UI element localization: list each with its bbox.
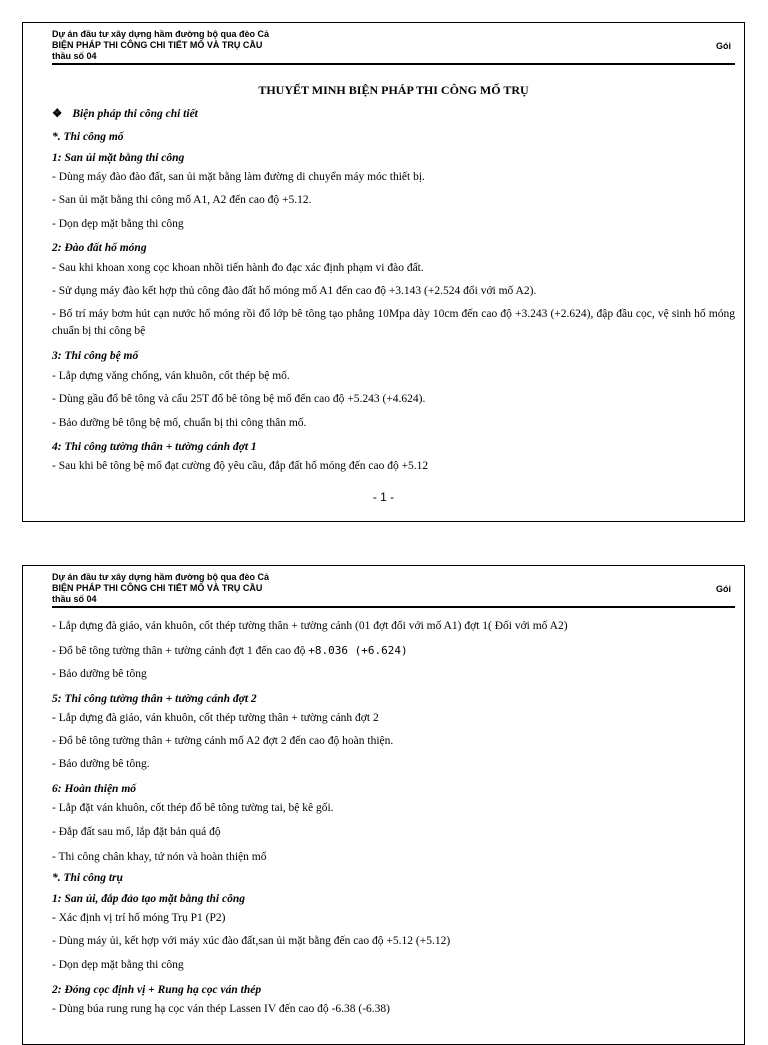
- heading-6: 6: Hoàn thiện mố: [52, 783, 137, 795]
- paragraph: - Dọn dẹp mặt bằng thi công: [52, 959, 184, 971]
- paragraph: - Xác định vị trí hố móng Trụ P1 (P2): [52, 912, 226, 924]
- header-title: BIỆN PHÁP THI CÔNG CHI TIẾT MỐ VÀ TRỤ CẦU: [52, 40, 263, 50]
- heading-2: 2: Đào đất hố móng: [52, 242, 147, 254]
- paragraph: - Bảo dưỡng bê tông: [52, 668, 147, 680]
- section-heading-mo: *. Thi công mố: [52, 131, 124, 143]
- paragraph: - Bảo dưỡng bê tông bệ mố, chuẩn bị thi công thân mố.: [52, 417, 307, 429]
- page-header: [52, 572, 735, 608]
- paragraph: - Dùng máy ủi, kết hợp với máy xúc đào đất,san ủi mặt bằng đến cao độ +5.12 (+5.12): [52, 935, 451, 947]
- elevation-value: +8.036 (+6.624): [308, 644, 408, 657]
- paragraph: - Đổ bê tông tường thân + tường cánh mố A2 đợt 2 đến cao độ hoàn thiện.: [52, 735, 394, 747]
- heading-3: 3: Thi công bệ mố: [52, 350, 139, 362]
- header-package: thầu số 04: [52, 594, 97, 604]
- section-heading-tru: *. Thi công trụ: [52, 872, 123, 884]
- heading-tru-1: 1: San ủi, đắp đảo tạo mặt bằng thi công: [52, 893, 245, 905]
- diamond-bullet-icon: ❖: [52, 108, 63, 120]
- paragraph: - Sau khi bê tông bệ mố đạt cường độ yêu cầu, đắp đất hố móng đến cao độ +5.12: [52, 460, 429, 472]
- paragraph: - Lắp dựng đà giáo, ván khuôn, cốt thép tường thân + tường cánh (01 đợt đối với mố A1) đợt 1( Đối với mố A2): [52, 620, 568, 632]
- paragraph: - San ủi mặt bằng thi công mố A1, A2 đến cao độ +5.12.: [52, 194, 312, 206]
- paragraph: - Dọn dẹp mặt bằng thi công: [52, 218, 184, 230]
- subtitle: [52, 106, 735, 123]
- heading-tru-2: 2: Đóng cọc định vị + Rung hạ cọc ván thép: [52, 984, 262, 996]
- page-number: - 1 -: [372, 490, 395, 504]
- paragraph: - Dùng búa rung rung hạ cọc ván thép Lassen IV đến cao độ -6.38 (-6.38): [52, 1003, 390, 1015]
- header-project: Dự án đầu tư xây dựng hầm đường bộ qua đèo Cả: [52, 572, 269, 582]
- paragraph: - Đắp đất sau mố, lắp đặt bản quá độ: [52, 826, 221, 838]
- heading-1: 1: San ủi mặt bằng thi công: [52, 152, 185, 164]
- heading-5: 5: Thi công tường thân + tường cánh đợt 2: [52, 693, 257, 705]
- subtitle-text: Biện pháp thi công chi tiết: [72, 108, 198, 120]
- header-goi: Gói: [716, 584, 731, 594]
- document-page-2: [22, 565, 745, 1045]
- paragraph: - Bố trí máy bơm hút cạn nước hố móng rồi đổ lớp bê tông tạo phẳng 10Mpa dày 10cm đến cao độ +3.243 (+2.624), đập đầu cọc, vệ sinh hố móng chuẩn bị thi công bệ: [52, 308, 735, 337]
- paragraph: - Sử dụng máy đào kết hợp thủ công đào đất hố móng mố A1 đến cao độ +3.143 (+2.524 đối với mố A2).: [52, 285, 537, 297]
- document-page-1: [22, 22, 745, 522]
- paragraph-text: - Đổ bê tông tường thân + tường cánh đợt 1 đến cao độ: [52, 645, 309, 657]
- paragraph: - Lắp đặt ván khuôn, cốt thép đổ bê tông tường tai, bệ kê gối.: [52, 802, 334, 814]
- paragraph: - Bảo dưỡng bê tông.: [52, 758, 150, 770]
- paragraph: [52, 642, 735, 660]
- header-project: Dự án đầu tư xây dựng hầm đường bộ qua đèo Cả: [52, 29, 269, 39]
- header-title: BIỆN PHÁP THI CÔNG CHI TIẾT MỐ VÀ TRỤ CẦU: [52, 583, 263, 593]
- paragraph: - Dùng gầu đổ bê tông và cẩu 25T đổ bê tông bệ mố đến cao độ +5.243 (+4.624).: [52, 393, 426, 405]
- paragraph: - Lắp dựng văng chống, ván khuôn, cốt thép bệ mố.: [52, 370, 290, 382]
- heading-4: 4: Thi công tường thân + tường cánh đợt 1: [52, 441, 257, 453]
- document-title: THUYẾT MINH BIỆN PHÁP THI CÔNG MỐ TRỤ: [258, 83, 529, 97]
- paragraph: - Sau khi khoan xong cọc khoan nhồi tiến hành đo đạc xác định phạm vi đào đất.: [52, 262, 424, 274]
- page-header: [52, 29, 735, 65]
- paragraph: - Lắp dựng đà giáo, ván khuôn, cốt thép tường thân + tường cánh đợt 2: [52, 712, 379, 724]
- header-package: thầu số 04: [52, 51, 97, 61]
- paragraph: - Thi công chân khay, tứ nón và hoàn thiện mố: [52, 851, 267, 863]
- paragraph: - Dùng máy đào đào đất, san ủi mặt bằng làm đường di chuyển máy móc thiết bị.: [52, 171, 425, 183]
- header-goi: Gói: [716, 41, 731, 51]
